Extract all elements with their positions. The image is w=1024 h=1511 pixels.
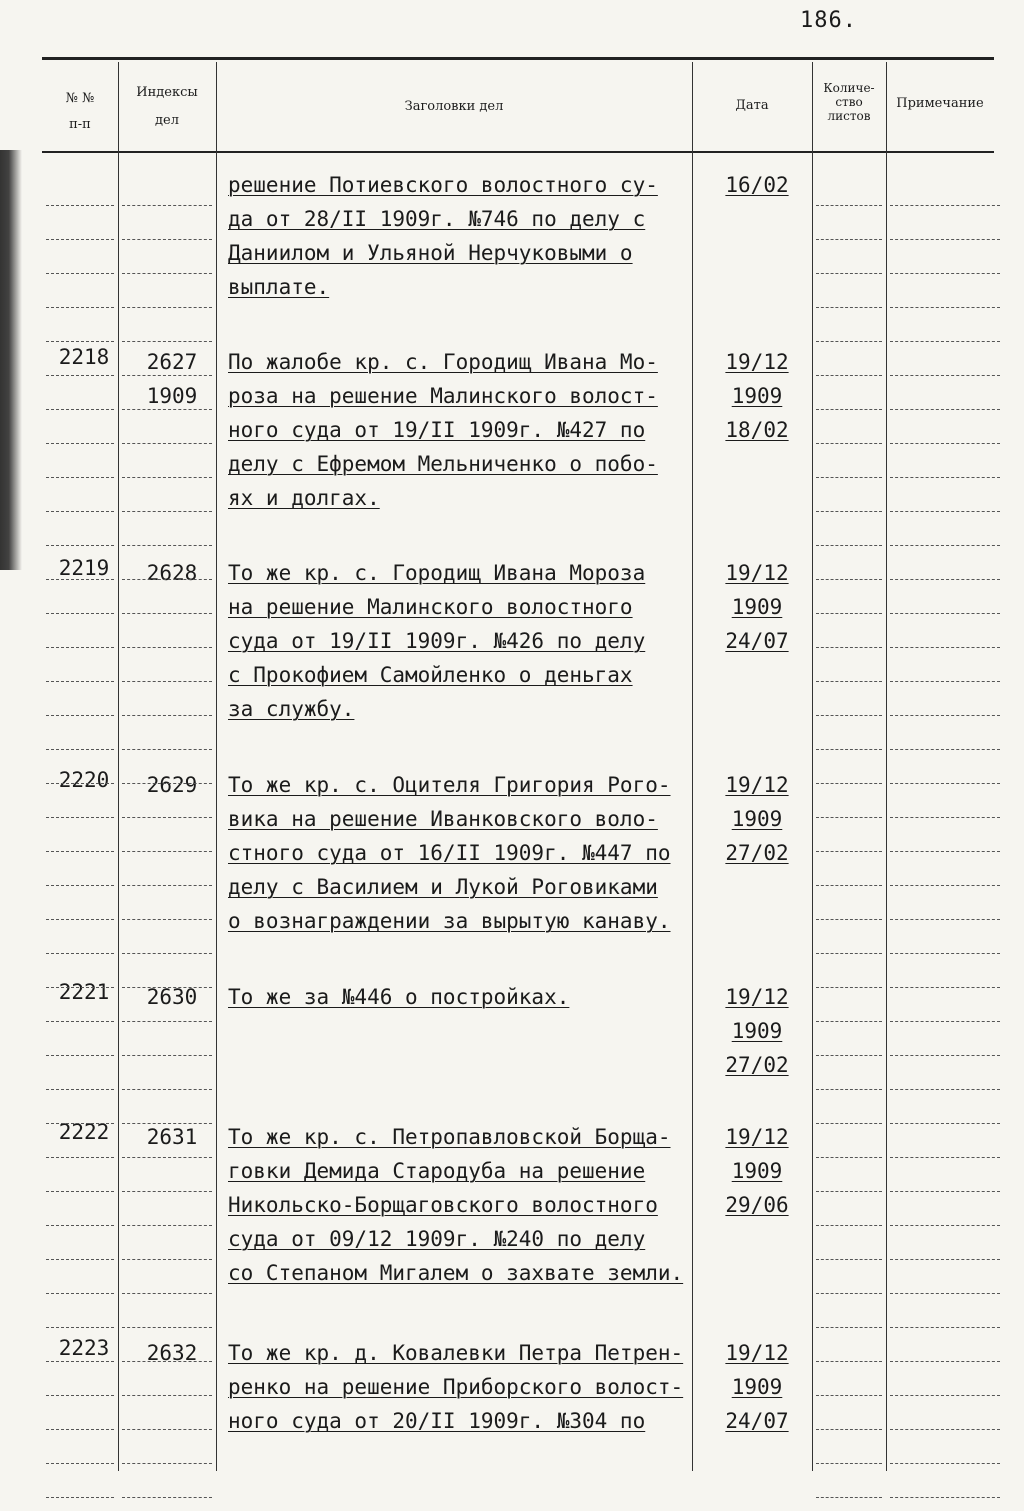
ruling-line [122, 511, 212, 512]
ruling-line [122, 885, 212, 886]
ruling-line [46, 817, 114, 818]
ruling-line [122, 783, 212, 784]
ruling-line [890, 987, 1000, 988]
ruling-line [816, 511, 882, 512]
ruling-line [46, 919, 114, 920]
ruling-line [816, 409, 882, 410]
ruling-line [122, 613, 212, 614]
case-title: То же кр. д. Ковалевки Петра Петрен- ренко на решение Приборского волост- ного суда от 20/II 1909г. №304 по [228, 1341, 684, 1433]
ruling-line [46, 409, 114, 410]
case-title: То же кр. с. Оцителя Григория Рого- вика на решение Иванковского воло- стного суда от 16/II 1909г. №447 по делу с Василием и Лукой Роговиками о вознаграждении за вырытую канаву. [228, 773, 671, 933]
ruling-line [816, 545, 882, 546]
ruling-line [890, 681, 1000, 682]
ruling-line [46, 851, 114, 852]
ruling-line [816, 817, 882, 818]
ruling-line [46, 477, 114, 478]
ruling-line [122, 1089, 212, 1090]
case-title: По жалобе кр. с. Городищ Ивана Мо- роза на решение Малинского волост- ного суда от 19/II 1909г. №427 по делу с Ефремом Мельниченко о побо- ях и долгах. [228, 350, 658, 510]
ruling-line [890, 1463, 1000, 1464]
ruling-line [890, 953, 1000, 954]
ruling-line [122, 817, 212, 818]
ruling-line [890, 1395, 1000, 1396]
ruling-line [890, 375, 1000, 376]
ruling-line [816, 1361, 882, 1362]
ruling-line [890, 511, 1000, 512]
ruling-line [122, 409, 212, 410]
ruling-line [122, 953, 212, 954]
ruling-line [890, 647, 1000, 648]
ruling-line [46, 1497, 114, 1498]
ruling-line [122, 1497, 212, 1498]
ruling-line [46, 341, 114, 342]
ruling-line [890, 341, 1000, 342]
case-date: 19/12 1909 29/06 [725, 1125, 789, 1217]
ruling-line [816, 1293, 882, 1294]
ruling-line [46, 1055, 114, 1056]
ruling-line [816, 239, 882, 240]
ruling-line [46, 1429, 114, 1430]
ruling-line [890, 409, 1000, 410]
column-divider [886, 62, 887, 1471]
ruling-line [46, 681, 114, 682]
ruling-line [816, 1259, 882, 1260]
ruling-line [46, 1191, 114, 1192]
ruling-line [890, 851, 1000, 852]
ruling-line [890, 545, 1000, 546]
ruling-line [46, 1293, 114, 1294]
ruling-line [816, 1089, 882, 1090]
ruling-line [890, 307, 1000, 308]
ruling-line [46, 205, 114, 206]
ruling-line [816, 749, 882, 750]
ruling-line [46, 987, 114, 988]
ruling-line [122, 443, 212, 444]
ruling-line [122, 239, 212, 240]
ruling-line [46, 613, 114, 614]
row-number: 2218 [58, 345, 110, 369]
page-number: 186. [800, 8, 857, 33]
case-index: 2627 1909 [146, 350, 198, 408]
ruling-line [46, 307, 114, 308]
ruling-line [46, 1089, 114, 1090]
ruling-line [122, 919, 212, 920]
ruling-line [122, 1259, 212, 1260]
header-date: Дата [735, 98, 769, 113]
ruling-line [816, 885, 882, 886]
header-sheets: Количе- ство листов [823, 81, 875, 123]
ruling-line [46, 1395, 114, 1396]
ruling-line [46, 579, 114, 580]
ruling-line [122, 273, 212, 274]
ruling-line [816, 1123, 882, 1124]
ruling-line [46, 511, 114, 512]
ruling-line [890, 579, 1000, 580]
ruling-line [816, 783, 882, 784]
ruling-line [890, 1293, 1000, 1294]
case-title: решение Потиевского волостного су- да от 28/II 1909г. №746 по делу с Даниилом и Ульяной Нерчуковыми о выплате. [228, 173, 658, 299]
ruling-line [816, 307, 882, 308]
ruling-line [122, 647, 212, 648]
ruling-line [46, 1259, 114, 1260]
ruling-line [46, 783, 114, 784]
case-date: 19/12 1909 24/07 [725, 1341, 789, 1433]
ruling-line [46, 1157, 114, 1158]
case-date: 19/12 1909 27/02 [725, 773, 789, 865]
ruling-line [46, 239, 114, 240]
case-date: 19/12 1909 24/07 [725, 561, 789, 653]
ruling-line [122, 749, 212, 750]
case-index: 2630 [146, 985, 198, 1009]
ruling-line [890, 1191, 1000, 1192]
ruling-line [122, 1395, 212, 1396]
ruling-line [890, 613, 1000, 614]
ruling-line [816, 647, 882, 648]
ruling-line [816, 1225, 882, 1226]
case-date: 19/12 1909 27/02 [725, 985, 789, 1077]
ruling-line [46, 545, 114, 546]
ruling-line [46, 647, 114, 648]
ruling-line [890, 1361, 1000, 1362]
ruling-line [890, 885, 1000, 886]
ruling-line [46, 953, 114, 954]
ruling-line [122, 851, 212, 852]
header-note: Примечание [896, 96, 984, 111]
ruling-line [816, 1429, 882, 1430]
ruling-line [816, 477, 882, 478]
row-number: 2222 [58, 1120, 110, 1144]
ruling-line [46, 443, 114, 444]
header-index: Индексы дел [136, 85, 198, 128]
ruling-line [816, 375, 882, 376]
ruling-line [890, 919, 1000, 920]
ruling-line [122, 1293, 212, 1294]
row-number: 2219 [58, 556, 110, 580]
ruling-line [890, 817, 1000, 818]
ruling-line [890, 205, 1000, 206]
ruling-line [122, 681, 212, 682]
ruling-line [890, 477, 1000, 478]
ruling-line [122, 1157, 212, 1158]
case-title: То же за №446 о постройках. [228, 985, 570, 1009]
ruling-line [46, 375, 114, 376]
ruling-line [890, 1157, 1000, 1158]
ruling-line [890, 1089, 1000, 1090]
ruling-line [122, 1225, 212, 1226]
case-date: 19/12 1909 18/02 [725, 350, 789, 442]
row-number: 2223 [58, 1336, 110, 1360]
case-title: То же кр. с. Городищ Ивана Мороза на решение Малинского волостного суда от 19/II 1909г. №426 по делу с Прокофием Самойленко о деньгах за службу. [228, 561, 646, 721]
ruling-line [816, 1055, 882, 1056]
ruling-line [816, 443, 882, 444]
ruling-line [46, 749, 114, 750]
ruling-line [890, 273, 1000, 274]
ruling-line [46, 715, 114, 716]
ruling-line [890, 715, 1000, 716]
row-number: 2220 [58, 768, 110, 792]
column-divider [812, 62, 813, 1471]
case-title: То же кр. с. Петропавловской Борща- говки Демида Стародуба на решение Никольско-Борщаговского волостного суда от 09/12 1909г. №240 по делу со Степаном Мигалем о захвате земли. [228, 1125, 684, 1285]
ruling-line [122, 1055, 212, 1056]
ruling-line [46, 1123, 114, 1124]
ruling-line [46, 885, 114, 886]
header-rule-top [42, 57, 994, 60]
case-index: 2629 [146, 773, 198, 797]
ruling-line [46, 1463, 114, 1464]
ruling-line [122, 375, 212, 376]
ruling-line [122, 579, 212, 580]
ruling-line [122, 1429, 212, 1430]
ruling-line [816, 205, 882, 206]
header-title: Заголовки дел [404, 99, 504, 114]
ruling-line [816, 1395, 882, 1396]
ruling-line [122, 545, 212, 546]
ruling-line [122, 1361, 212, 1362]
case-index: 2632 [146, 1341, 198, 1365]
ruling-line [122, 341, 212, 342]
ruling-line [122, 1123, 212, 1124]
case-index: 2631 [146, 1125, 198, 1149]
ruling-line [816, 1021, 882, 1022]
ruling-line [816, 1157, 882, 1158]
ruling-line [890, 1055, 1000, 1056]
ruling-line [816, 1327, 882, 1328]
ruling-line [46, 273, 114, 274]
ruling-line [122, 1021, 212, 1022]
ruling-line [890, 443, 1000, 444]
row-number: 2221 [58, 980, 110, 1004]
ruling-line [46, 1361, 114, 1362]
ruling-line [890, 1327, 1000, 1328]
ruling-line [816, 851, 882, 852]
ruling-line [890, 1123, 1000, 1124]
ruling-line [890, 1259, 1000, 1260]
ruling-line [816, 953, 882, 954]
case-date: 16/02 [725, 173, 789, 197]
ruling-line [816, 715, 882, 716]
ruling-line [890, 783, 1000, 784]
ruling-line [122, 1327, 212, 1328]
ruling-line [890, 1429, 1000, 1430]
ruling-line [816, 987, 882, 988]
column-divider [118, 62, 119, 1471]
ruling-line [122, 477, 212, 478]
ruling-line [122, 715, 212, 716]
header-num: № № п-п [65, 91, 95, 132]
ruling-line [816, 1191, 882, 1192]
ruling-line [122, 307, 212, 308]
ruling-line [816, 273, 882, 274]
case-index: 2628 [146, 561, 198, 585]
header-rule-bottom [42, 151, 994, 153]
ruling-line [890, 1497, 1000, 1498]
ruling-line [816, 681, 882, 682]
ruling-line [816, 1497, 882, 1498]
ruling-line [46, 1021, 114, 1022]
ruling-line [122, 205, 212, 206]
ruling-line [816, 1463, 882, 1464]
ruling-line [890, 749, 1000, 750]
ruling-line [816, 919, 882, 920]
ruling-line [46, 1327, 114, 1328]
ruling-line [816, 341, 882, 342]
ruling-line [122, 1463, 212, 1464]
ruling-line [890, 1225, 1000, 1226]
ruling-line [816, 579, 882, 580]
ruling-line [816, 613, 882, 614]
ruling-line [890, 239, 1000, 240]
ruling-line [890, 1021, 1000, 1022]
ruling-line [122, 1191, 212, 1192]
scan-edge-shadow [0, 150, 22, 570]
ruling-line [122, 987, 212, 988]
column-divider [216, 62, 217, 1471]
ruling-line [46, 1225, 114, 1226]
